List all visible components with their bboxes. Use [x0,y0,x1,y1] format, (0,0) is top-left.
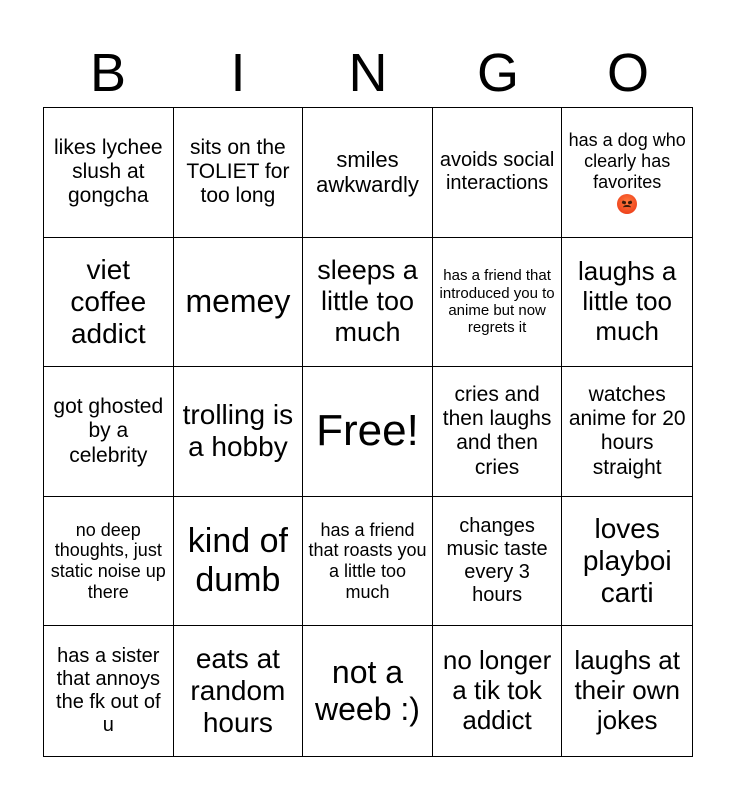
bingo-cell[interactable] [174,497,304,627]
cell-label: no longer a tik tok addict [442,645,552,736]
bingo-cell[interactable] [44,108,174,238]
bingo-cell[interactable] [303,497,433,627]
cell-label: smiles awkwardly [316,147,419,198]
cell-label: laughs at their own jokes [574,645,680,736]
cell-label-text: has a dog who clearly has favorites [568,130,686,192]
cell-label [567,130,687,214]
bingo-cell[interactable] [303,238,433,368]
header-letter-o: O [606,43,649,103]
bingo-cell[interactable] [174,626,304,756]
bingo-cell[interactable] [44,367,174,497]
bingo-board [43,107,693,757]
bingo-cell[interactable] [562,367,692,497]
cell-label: has a friend that introduced you to anime but now regrets it [439,267,555,337]
bingo-cell[interactable] [562,626,692,756]
angry-face-icon [617,194,637,214]
header-letter-g: G [476,43,519,103]
cell-label: has a friend that roasts you a little too much [308,519,427,602]
bingo-cell[interactable] [562,108,692,238]
cell-label: kind of dumb [187,522,288,600]
cell-label: got ghosted by a celebrity [53,395,164,467]
cell-label: sits on the TOLIET for too long [186,136,290,208]
bingo-cell[interactable] [44,626,174,756]
bingo-cell[interactable] [433,497,563,627]
bingo-cell[interactable] [44,497,174,627]
bingo-cell[interactable] [433,108,563,238]
cell-label: viet coffee addict [70,253,147,349]
bingo-cell[interactable] [303,626,433,756]
bingo-cell[interactable] [303,108,433,238]
bingo-cell[interactable] [562,497,692,627]
cell-label: laughs a little too much [578,256,677,346]
bingo-cell[interactable] [44,238,174,368]
cell-label: likes lychee slush at gongcha [54,136,163,208]
free-space-label: Free! [316,406,419,456]
bingo-cell[interactable] [174,108,304,238]
free-space-cell[interactable] [303,367,433,497]
cell-label: avoids social interactions [439,149,555,195]
cell-label: memey [185,283,291,320]
cell-label: has a sister that annoys the fk out of u [56,645,161,737]
bingo-cell[interactable] [433,367,563,497]
cell-label: not a weeb :) [315,654,420,728]
cell-label: watches anime for 20 hours straight [568,383,686,479]
header-letter-b: B [89,43,127,103]
cell-label: eats at random hours [190,642,286,739]
bingo-cell[interactable] [174,367,304,497]
bingo-cell[interactable] [174,238,304,368]
cell-label: changes music taste every 3 hours [446,515,548,607]
bingo-cell[interactable] [562,238,692,368]
bingo-header [43,40,693,106]
header-letter-n: N [348,43,388,103]
bingo-cell[interactable] [433,238,563,368]
cell-label: no deep thoughts, just static noise up there [50,519,166,602]
bingo-cell[interactable] [433,626,563,756]
cell-label: cries and then laughs and then cries [442,383,552,479]
cell-label: loves playboi carti [582,512,672,609]
header-letter-i: I [230,43,246,103]
cell-label: sleeps a little too much [317,255,418,348]
cell-label: trolling is a hobby [182,399,294,463]
